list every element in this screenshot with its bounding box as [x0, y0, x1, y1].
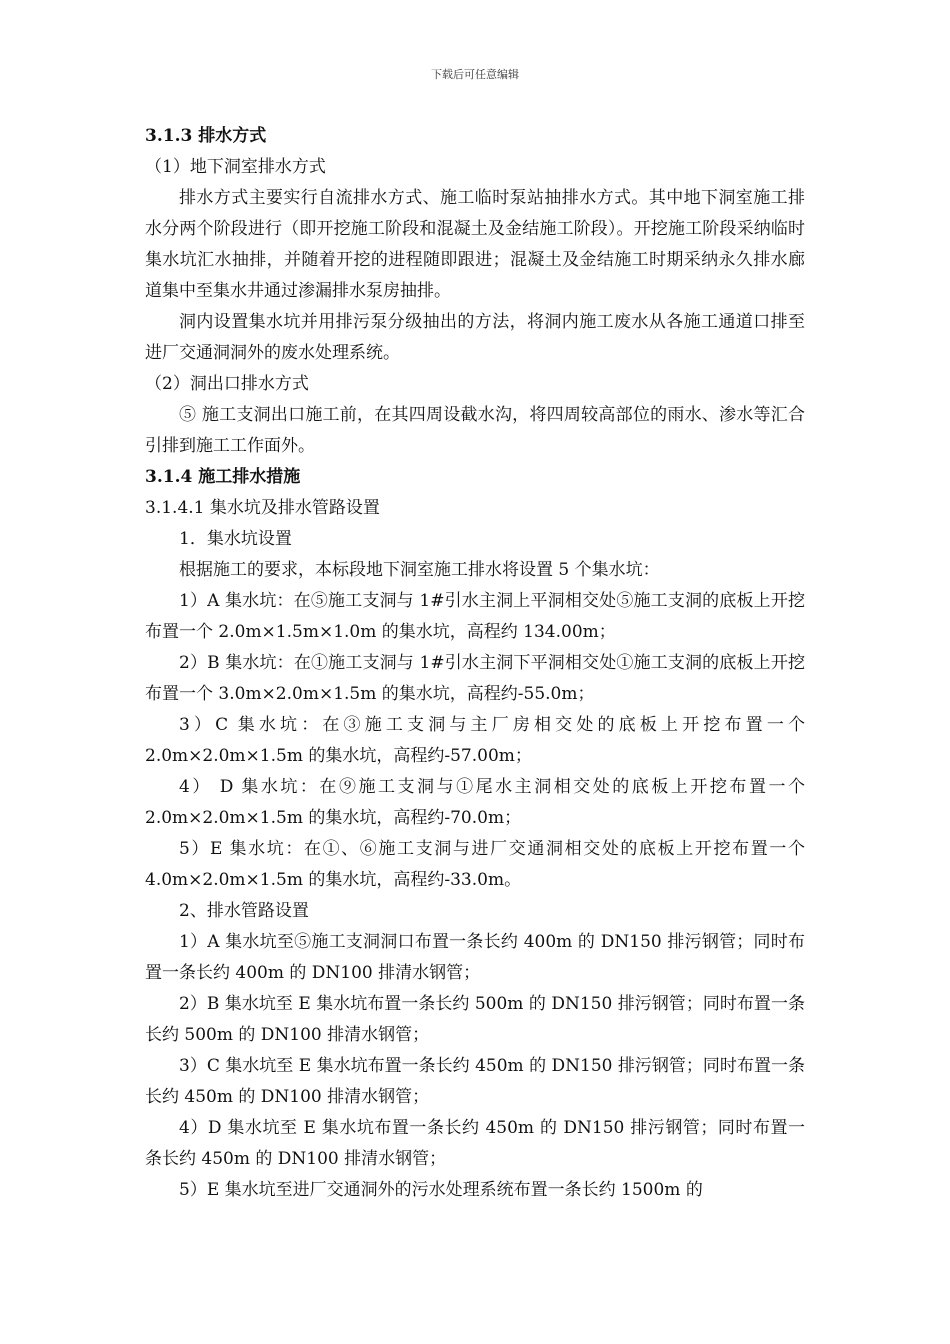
paragraph: 根据施工的要求，本标段地下洞室施工排水将设置 5 个集水坑： [179, 560, 660, 580]
section-heading-3-1-3: 3.1.3 排水方式 [145, 126, 267, 146]
list-item: 3）C 集水坑至 E 集水坑布置一条长约 450m 的 DN150 排污钢管；同时布置一条长约 450m 的 DN100 排清水钢管； [145, 1056, 805, 1107]
list-item: 4）D 集水坑至 E 集水坑布置一条长约 450m 的 DN150 排污钢管；同时布置一条长约 450m 的 DN100 排清水钢管； [145, 1118, 805, 1169]
list-heading: 1．集水坑设置 [179, 529, 292, 549]
list-item: 2）B 集水坑至 E 集水坑布置一条长约 500m 的 DN150 排污钢管；同时布置一条长约 500m 的 DN100 排清水钢管； [145, 994, 805, 1045]
subsection-heading: 3.1.4.1 集水坑及排水管路设置 [145, 498, 380, 518]
page-header: 下载后可任意编辑 [431, 68, 519, 81]
paragraph: 洞内设置集水坑并用排污泵分级抽出的方法，将洞内施工废水从各施工通道口排至进厂交通洞洞外的废水处理系统。 [145, 312, 805, 363]
list-heading: 2、排水管路设置 [179, 901, 309, 921]
paragraph: ⑤ 施工支洞出口施工前，在其四周设截水沟，将四周较高部位的雨水、渗水等汇合引排到施工工作面外。 [145, 405, 805, 456]
list-item: 5）E 集水坑：在①、⑥施工支洞与进厂交通洞相交处的底板上开挖布置一个 4.0m×2.0m×1.5m 的集水坑，高程约-33.0m。 [145, 839, 805, 890]
list-item: 1）A 集水坑：在⑤施工支洞与 1#引水主洞上平洞相交处⑤施工支洞的底板上开挖布置一个 2.0m×1.5m×1.0m 的集水坑，高程约 134.00m； [145, 591, 805, 642]
document-body [145, 121, 805, 1206]
list-item: 4） D 集水坑：在⑨施工支洞与①尾水主洞相交处的底板上开挖布置一个 2.0m×2.0m×1.5m 的集水坑，高程约-70.0m； [145, 777, 805, 828]
subsection-heading: （2）洞出口排水方式 [145, 374, 309, 394]
list-item: 2）B 集水坑：在①施工支洞与 1#引水主洞下平洞相交处①施工支洞的底板上开挖布置一个 3.0m×2.0m×1.5m 的集水坑，高程约-55.0m； [145, 653, 805, 704]
list-item: 1）A 集水坑至⑤施工支洞洞口布置一条长约 400m 的 DN150 排污钢管；同时布置一条长约 400m 的 DN100 排清水钢管； [145, 932, 805, 983]
list-item: 3）C 集水坑：在③施工支洞与主厂房相交处的底板上开挖布置一个 2.0m×2.0m×1.5m 的集水坑，高程约-57.00m； [145, 715, 805, 766]
list-item: 5）E 集水坑至进厂交通洞外的污水处理系统布置一条长约 1500m 的 [179, 1180, 703, 1200]
section-heading-3-1-4: 3.1.4 施工排水措施 [145, 467, 301, 487]
subsection-heading: （1）地下洞室排水方式 [145, 157, 326, 177]
paragraph: 排水方式主要实行自流排水方式、施工临时泵站抽排水方式。其中地下洞室施工排水分两个阶段进行（即开挖施工阶段和混凝土及金结施工阶段）。开挖施工阶段采纳临时集水坑汇水抽排，并随着开挖的进程随即跟进；混凝土及金结施工时期采纳永久排水廊道集中至集水井通过渗漏排水泵房抽排。 [145, 188, 805, 301]
